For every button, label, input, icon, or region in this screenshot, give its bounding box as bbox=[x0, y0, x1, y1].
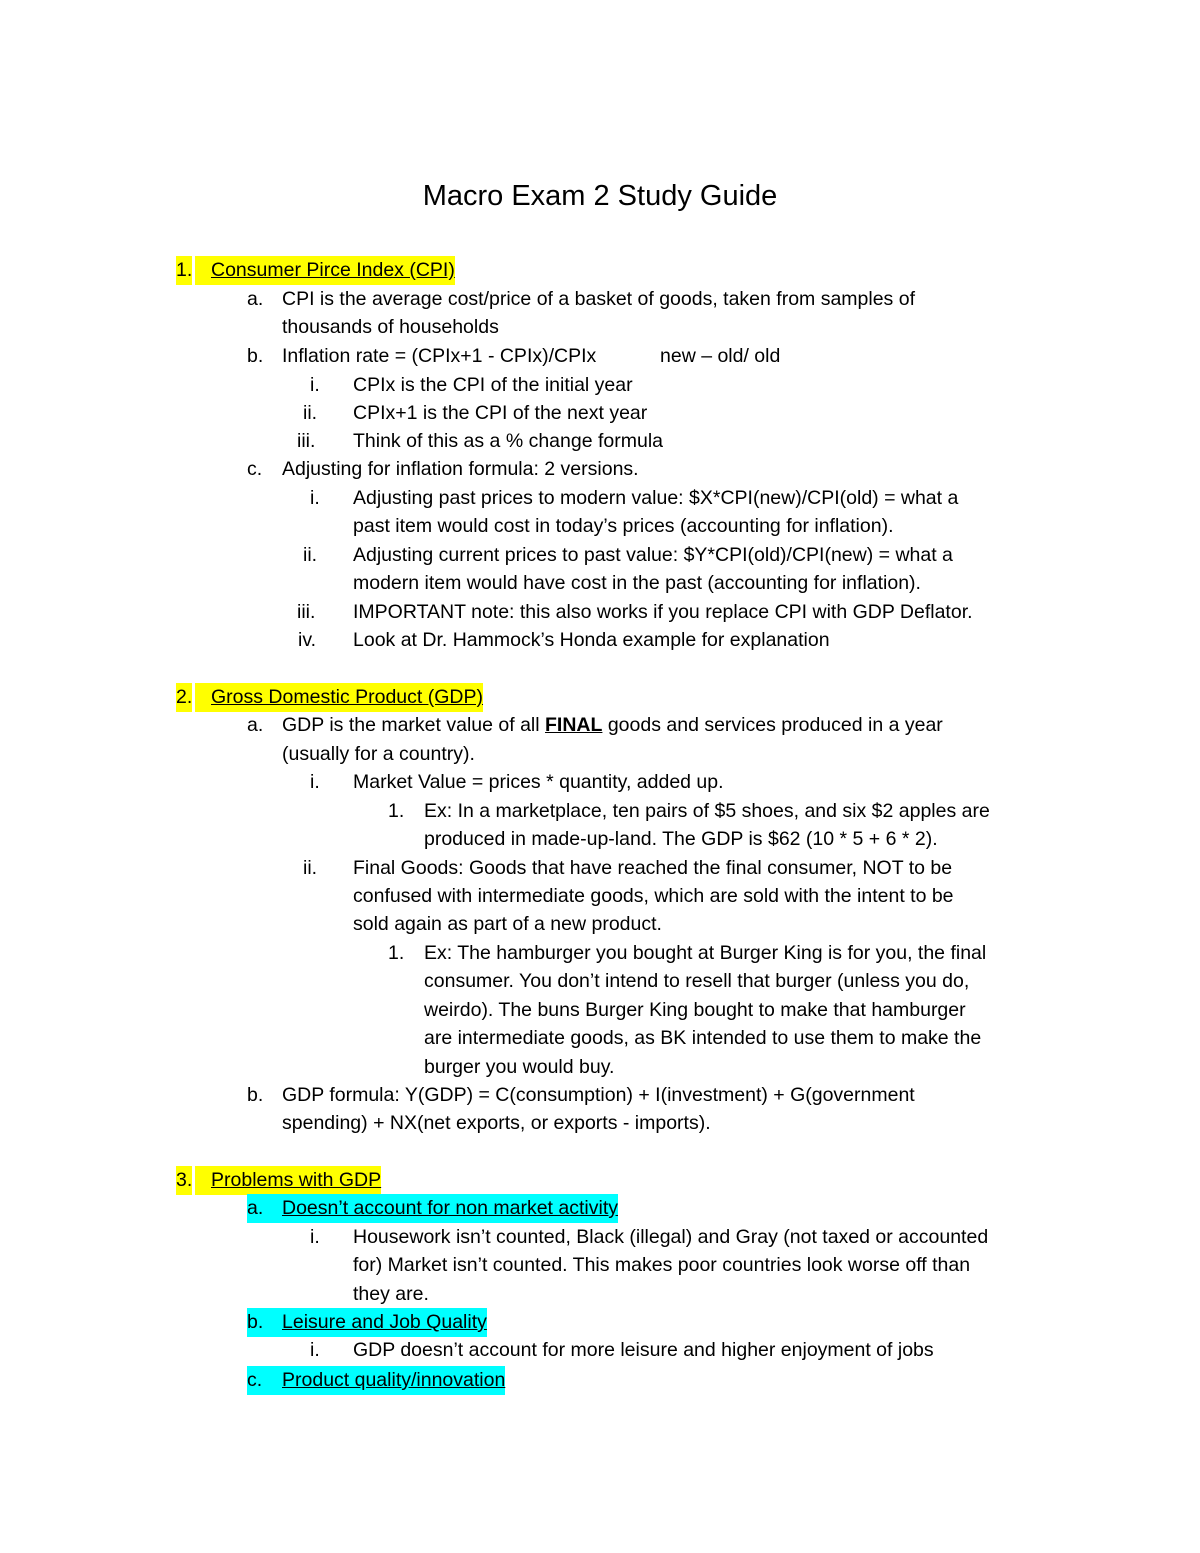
s2a-ii-marker: ii. bbox=[303, 857, 318, 879]
s2b-marker: b. bbox=[247, 1084, 264, 1106]
s2a-ii-ex-line3: weirdo). The buns Burger King bought to make that hamburger bbox=[424, 999, 966, 1021]
s2a-i-ex-marker: 1. bbox=[388, 800, 405, 822]
s1a-marker: a. bbox=[247, 288, 264, 310]
s1b-i-text: CPIx is the CPI of the initial year bbox=[353, 374, 633, 396]
s1b-iii-text: Think of this as a % change formula bbox=[353, 430, 663, 452]
s2b-line1: GDP formula: Y(GDP) = C(consumption) + I(investment) + G(government bbox=[282, 1084, 915, 1106]
s2a-line1 bbox=[282, 711, 943, 740]
section-3-heading: Problems with GDP bbox=[195, 1166, 381, 1195]
s3c-heading: Product quality/innovation bbox=[282, 1366, 505, 1395]
s3b-i-marker: i. bbox=[310, 1339, 320, 1361]
s1c-i-marker: i. bbox=[310, 487, 320, 509]
s2a-final-emphasis: FINAL bbox=[545, 714, 603, 736]
s2b-line2: spending) + NX(net exports, or exports - imports). bbox=[282, 1112, 711, 1134]
s1c-ii-marker: ii. bbox=[303, 544, 318, 566]
s2a-ii-line1: Final Goods: Goods that have reached the final consumer, NOT to be bbox=[353, 857, 953, 879]
page-title: Macro Exam 2 Study Guide bbox=[422, 180, 778, 212]
s2a-line2: (usually for a country). bbox=[282, 743, 475, 765]
s1c-i-line1: Adjusting past prices to modern value: $X*CPI(new)/CPI(old) = what a bbox=[353, 487, 959, 509]
s1b-ii-marker: ii. bbox=[303, 402, 318, 424]
s1a-text-line2: thousands of households bbox=[282, 316, 499, 338]
s2a-ii-ex-line4: are intermediate goods, as BK intended to use them to make the bbox=[424, 1027, 982, 1049]
section-1-number: 1. bbox=[176, 256, 192, 285]
s2a-ii-ex-line1: Ex: The hamburger you bought at Burger King is for you, the final bbox=[424, 942, 987, 964]
s2a-ii-ex-marker: 1. bbox=[388, 942, 405, 964]
s2a-ii-ex-line2: consumer. You don’t intend to resell that burger (unless you do, bbox=[424, 970, 970, 992]
s1b-i-marker: i. bbox=[310, 374, 320, 396]
s2a-i-ex-line1: Ex: In a marketplace, ten pairs of $5 shoes, and six $2 apples are bbox=[424, 800, 990, 822]
s3a-i-marker: i. bbox=[310, 1226, 320, 1248]
s1c-iv-text: Look at Dr. Hammock’s Honda example for explanation bbox=[353, 629, 830, 651]
s2a-i-marker: i. bbox=[310, 771, 320, 793]
s2a-ii-line2: confused with intermediate goods, which are sold with the intent to be bbox=[353, 885, 954, 907]
s2a-i-text: Market Value = prices * quantity, added up. bbox=[353, 771, 724, 793]
s3a-i-line1: Housework isn’t counted, Black (illegal) and Gray (not taxed or accounted bbox=[353, 1226, 989, 1248]
s1b-ii-text: CPIx+1 is the CPI of the next year bbox=[353, 402, 648, 424]
s3a-i-line3: they are. bbox=[353, 1283, 429, 1305]
s1b-text: Inflation rate = (CPIx+1 - CPIx)/CPIx bbox=[282, 345, 597, 367]
section-1-heading: Consumer Pirce Index (CPI) bbox=[195, 256, 455, 285]
section-3-number: 3. bbox=[176, 1166, 192, 1195]
s2a-line1-pre: GDP is the market value of all bbox=[282, 714, 546, 736]
s3b-heading: Leisure and Job Quality bbox=[282, 1308, 487, 1337]
s1c-iii-text: IMPORTANT note: this also works if you replace CPI with GDP Deflator. bbox=[353, 601, 973, 623]
s2a-marker: a. bbox=[247, 714, 264, 736]
s3a-marker: a. bbox=[247, 1194, 283, 1223]
s3a-i-line2: for) Market isn’t counted. This makes poor countries look worse off than bbox=[353, 1254, 971, 1276]
s3b-marker: b. bbox=[247, 1308, 283, 1337]
section-2-heading: Gross Domestic Product (GDP) bbox=[195, 683, 483, 712]
s1c-ii-line2: modern item would have cost in the past (accounting for inflation). bbox=[353, 572, 921, 594]
s3c-marker: c. bbox=[247, 1366, 282, 1395]
s2a-i-ex-line2: produced in made-up-land. The GDP is $62 (10 * 5 + 6 * 2). bbox=[424, 828, 938, 850]
s2a-line1-post: goods and services produced in a year bbox=[602, 714, 943, 736]
s2a-ii-ex-line5: burger you would buy. bbox=[424, 1056, 615, 1078]
s1c-iv-marker: iv. bbox=[298, 629, 317, 651]
s3b-i-text: GDP doesn’t account for more leisure and higher enjoyment of jobs bbox=[353, 1339, 934, 1361]
s1b-note: new – old/ old bbox=[660, 345, 781, 367]
section-2-number: 2. bbox=[176, 683, 192, 712]
s2a-ii-line3: sold again as part of a new product. bbox=[353, 913, 662, 935]
s1c-marker: c. bbox=[247, 458, 263, 480]
s1c-iii-marker: iii. bbox=[297, 601, 316, 623]
s1b-marker: b. bbox=[247, 345, 264, 367]
s1c-text: Adjusting for inflation formula: 2 versions. bbox=[282, 458, 639, 480]
s1c-ii-line1: Adjusting current prices to past value: $Y*CPI(old)/CPI(new) = what a bbox=[353, 544, 953, 566]
s3a-heading: Doesn’t account for non market activity bbox=[282, 1194, 618, 1223]
s1b-iii-marker: iii. bbox=[297, 430, 316, 452]
s1c-i-line2: past item would cost in today’s prices (accounting for inflation). bbox=[353, 515, 894, 537]
s1a-text-line1: CPI is the average cost/price of a basket of goods, taken from samples of bbox=[282, 288, 915, 310]
